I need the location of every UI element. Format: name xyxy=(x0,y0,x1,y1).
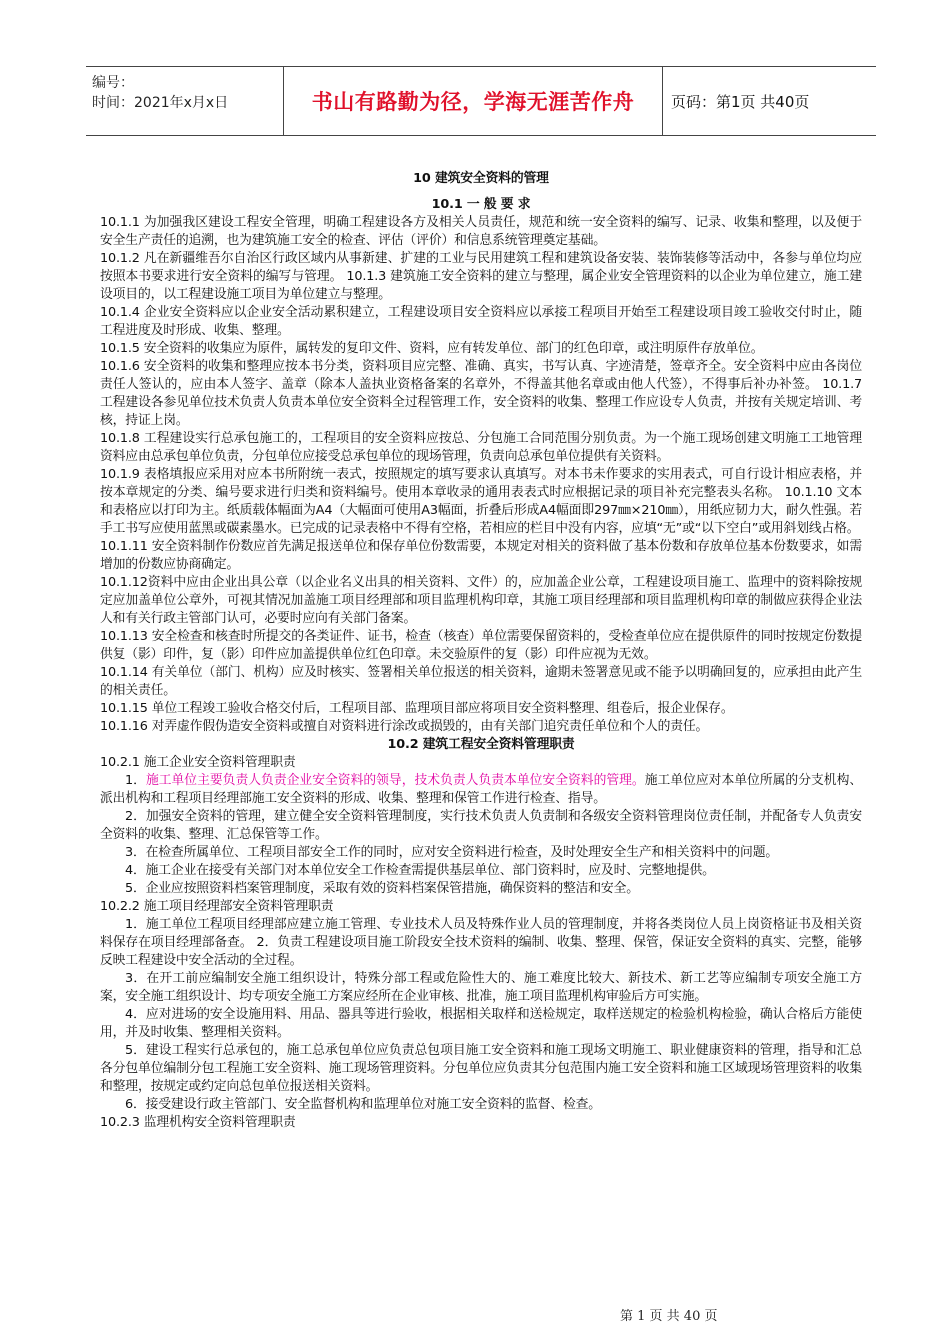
page-header xyxy=(86,66,876,136)
document-number-label: 编号： xyxy=(92,75,134,91)
paragraph: 10.1.4 企业安全资料应以企业安全活动累积建立，工程建设项目安全资料应以承接工程项目开始至工程建设项目竣工验收交付时止，随工程进度及时形成、收集、整理。 xyxy=(100,305,862,338)
subsection-title: 10.2.1 施工企业安全资料管理职责 xyxy=(100,755,296,770)
paragraph: 10.1.2 凡在新疆维吾尔自治区行政区域内从事新建、扩建的工业与民用建筑工程和建筑设备安装、装饰装修等活动中，各参与单位均应按照本书要求进行安全资料的编写与管理。 10.1.3 建筑施工安全资料的建立与整理，属企业安全管理资料的以企业为单位建立，施工建设项目的，以工程建设施工项目为单位建立与整理。 xyxy=(100,251,862,302)
subsection-title: 10.2.3 监理机构安全资料管理职责 xyxy=(100,1115,296,1130)
paragraph: 10.1.11 安全资料制作份数应首先满足报送单位和保存单位份数需要，本规定对相关的资料做了基本份数和存放单位基本份数要求，如需增加的份数应协商确定。 xyxy=(100,539,863,572)
paragraph: 10.1.13 安全检查和核查时所提交的各类证件、证书，检查（核查）单位需要保留资料的，受检查单位应在提供原件的同时按规定份数提供复（影）印件，复（影）印件应加盖提供单位红色印章。未交验原件的复（影）印件应视为无效。 xyxy=(100,629,863,662)
section-title-10-2: 10.2 建筑工程安全资料管理职责 xyxy=(387,737,575,752)
list-item-text: 施工单位应对本单位所属的分支机构、派出机构和工程项目经理部施工安全资料的形成、收集、整理和保管工作进行检查、指导。 xyxy=(100,773,863,806)
header-meta xyxy=(92,73,228,113)
list-item: 3．在开工前应编制安全施工组织设计，特殊分部工程或危险性大的、施工难度比较大、新技术、新工艺等应编制专项安全施工方案，安全施工组织设计、均专项安全施工方案应经所在企业审核、批准，施工项目监理机构审验后方可实施。 xyxy=(100,971,862,1004)
header-motto-cell xyxy=(283,67,663,135)
list-item-number: 1． xyxy=(125,773,146,788)
chapter-title: 10 建筑安全资料的管理 xyxy=(413,171,549,186)
header-page-info: 页码：第1页 共40页 xyxy=(671,93,810,111)
list-item: 4．施工企业在接受有关部门对本单位安全工作检查需提供基层单位、部门资料时，应及时、完整地提供。 xyxy=(125,863,715,878)
paragraph: 10.1.14 有关单位（部门、机构）应及时核实、签署相关单位报送的相关资料，逾期未签署意见或不能予以明确回复的，应承担由此产生的相关责任。 xyxy=(100,665,863,698)
paragraph: 10.1.12资料中应由企业出具公章（以企业名义出具的相关资料、文件）的，应加盖企业公章，工程建设项目施工、监理中的资料除按规定应加盖单位公章外，可视其情况加盖施工项目经理部和项目监理机构印章，其施工项目经理部和项目监理机构印章的制做应获得企业法人和有关行政主管部门认可，必要时应向有关部门备案。 xyxy=(100,575,862,626)
list-item: 6．接受建设行政主管部门、安全监督机构和监理单位对施工安全资料的监督、检查。 xyxy=(125,1097,601,1112)
list-item: 2．加强安全资料的管理，建立健全安全资料管理制度，实行技术负责人负责制和各级安全资料管理岗位责任制，并配备专人负责安全资料的收集、整理、汇总保管等工作。 xyxy=(100,809,862,842)
paragraph: 10.1.8 工程建设实行总承包施工的，工程项目的安全资料应按总、分包施工合同范围分别负责。为一个施工现场创建文明施工工地管理资料应由总承包单位负责，分包单位应接受总承包单位的现场管理，负责向总承包单位提供有关资料。 xyxy=(100,431,862,464)
section-title-10-1: 10.1 一 般 要 求 xyxy=(431,197,531,212)
paragraph: 10.1.6 安全资料的收集和整理应按本书分类，资料项目应完整、准确、真实，书写认真、字迹清楚，签章齐全。安全资料中应由各岗位责任人签认的，应由本人签字、盖章（除本人盖执业资格备案的名章外，不得盖其他名章或由他人代签），不得事后补办补签。 10.1.7 工程建设各参见单位技术负责人负责本单位安全资料全过程管理工作，安全资料的收集、整理工作应设专人负责，并按有关规定培训、考核，持证上岗。 xyxy=(100,359,862,428)
list-item: 3．在检查所属单位、工程项目部安全工作的同时，应对安全资料进行检查，及时处理安全生产和相关资料中的问题。 xyxy=(125,845,778,860)
list-item: 4．应对进场的安全设施用料、用品、器具等进行验收，根据相关取样和送检规定，取样送规定的检验机构检验，确认合格后方能使用，并及时收集、整理相关资料。 xyxy=(100,1007,862,1040)
list-item: 5．企业应按照资料档案管理制度，采取有效的资料档案保管措施，确保资料的整洁和安全。 xyxy=(125,881,639,896)
paragraph: 10.1.15 单位工程竣工验收合格交付后，工程项目部、监理项目部应将项目安全资料整理、组卷后，报企业保存。 xyxy=(100,701,734,716)
list-item: 1．施工单位工程项目经理部应建立施工管理、专业技术人员及特殊作业人员的管理制度，并将各类岗位人员上岗资格证书及相关资料保存在项目经理部备查。 2．负责工程建设项目施工阶段安全技术资料的编制、收集、整理、保管，保证安全资料的真实、完整，能够反映工程建设中安全活动的全过程。 xyxy=(100,917,862,968)
list-item xyxy=(100,772,862,808)
list-item: 5．建设工程实行总承包的，施工总承包单位应负责总包项目施工安全资料和施工现场文明施工、职业健康资料的管理，指导和汇总各分包单位编制分包工程施工安全资料、施工现场管理资料。分包单位应负责其分包范围内施工安全资料和施工区域现场管理资料的收集和整理，按规定或约定向总包单位报送相关资料。 xyxy=(100,1043,862,1094)
highlighted-text: 施工单位主要负责人负责企业安全资料的领导，技术负责人负责本单位安全资料的管理。 xyxy=(145,773,645,788)
header-motto: 书山有路勤为径，学海无涯苦作舟 xyxy=(311,90,635,114)
paragraph: 10.1.1 为加强我区建设工程安全管理，明确工程建设各方及相关人员责任，规范和统一安全资料的编写、记录、收集和整理，以及便于安全生产责任的追溯，也为建筑施工安全的检查、评估（评价）和信息系统管理奠定基础。 xyxy=(100,215,862,248)
paragraph: 10.1.5 安全资料的收集应为原件，属转发的复印文件、资料，应有转发单位、部门的红色印章，或注明原件存放单位。 xyxy=(100,341,764,356)
paragraph: 10.1.9 表格填报应采用对应本书所附统一表式，按照规定的填写要求认真填写。对本书未作要求的实用表式，可自行设计相应表格，并按本章规定的分类、编号要求进行归类和资料编号。使用本章收录的通用表表式时应根据记录的项目补充完整表头名称。 10.1.10 文本和表格应以打印为主。纸质载体幅面为A4（大幅面可使用A3幅面，折叠后形成A4幅面即297㎜×210㎜），用纸应韧力大，耐久性强。若手工书写应使用蓝黑或碳素墨水。已完成的记录表格中不得有空格，若相应的栏目中没有内容，应填“无”或“以下空白”或用斜划线占格。 xyxy=(100,467,862,536)
subsection-title: 10.2.2 施工项目经理部安全资料管理职责 xyxy=(100,899,334,914)
document-body xyxy=(100,170,862,1132)
page-footer: 第 1 页 共 40 页 xyxy=(620,1309,718,1324)
paragraph: 10.1.16 对弄虚作假伪造安全资料或擅自对资料进行涂改或损毁的，由有关部门追究责任单位和个人的责任。 xyxy=(100,719,709,734)
document-time-label: 时间：2021年x月x日 xyxy=(92,95,229,111)
